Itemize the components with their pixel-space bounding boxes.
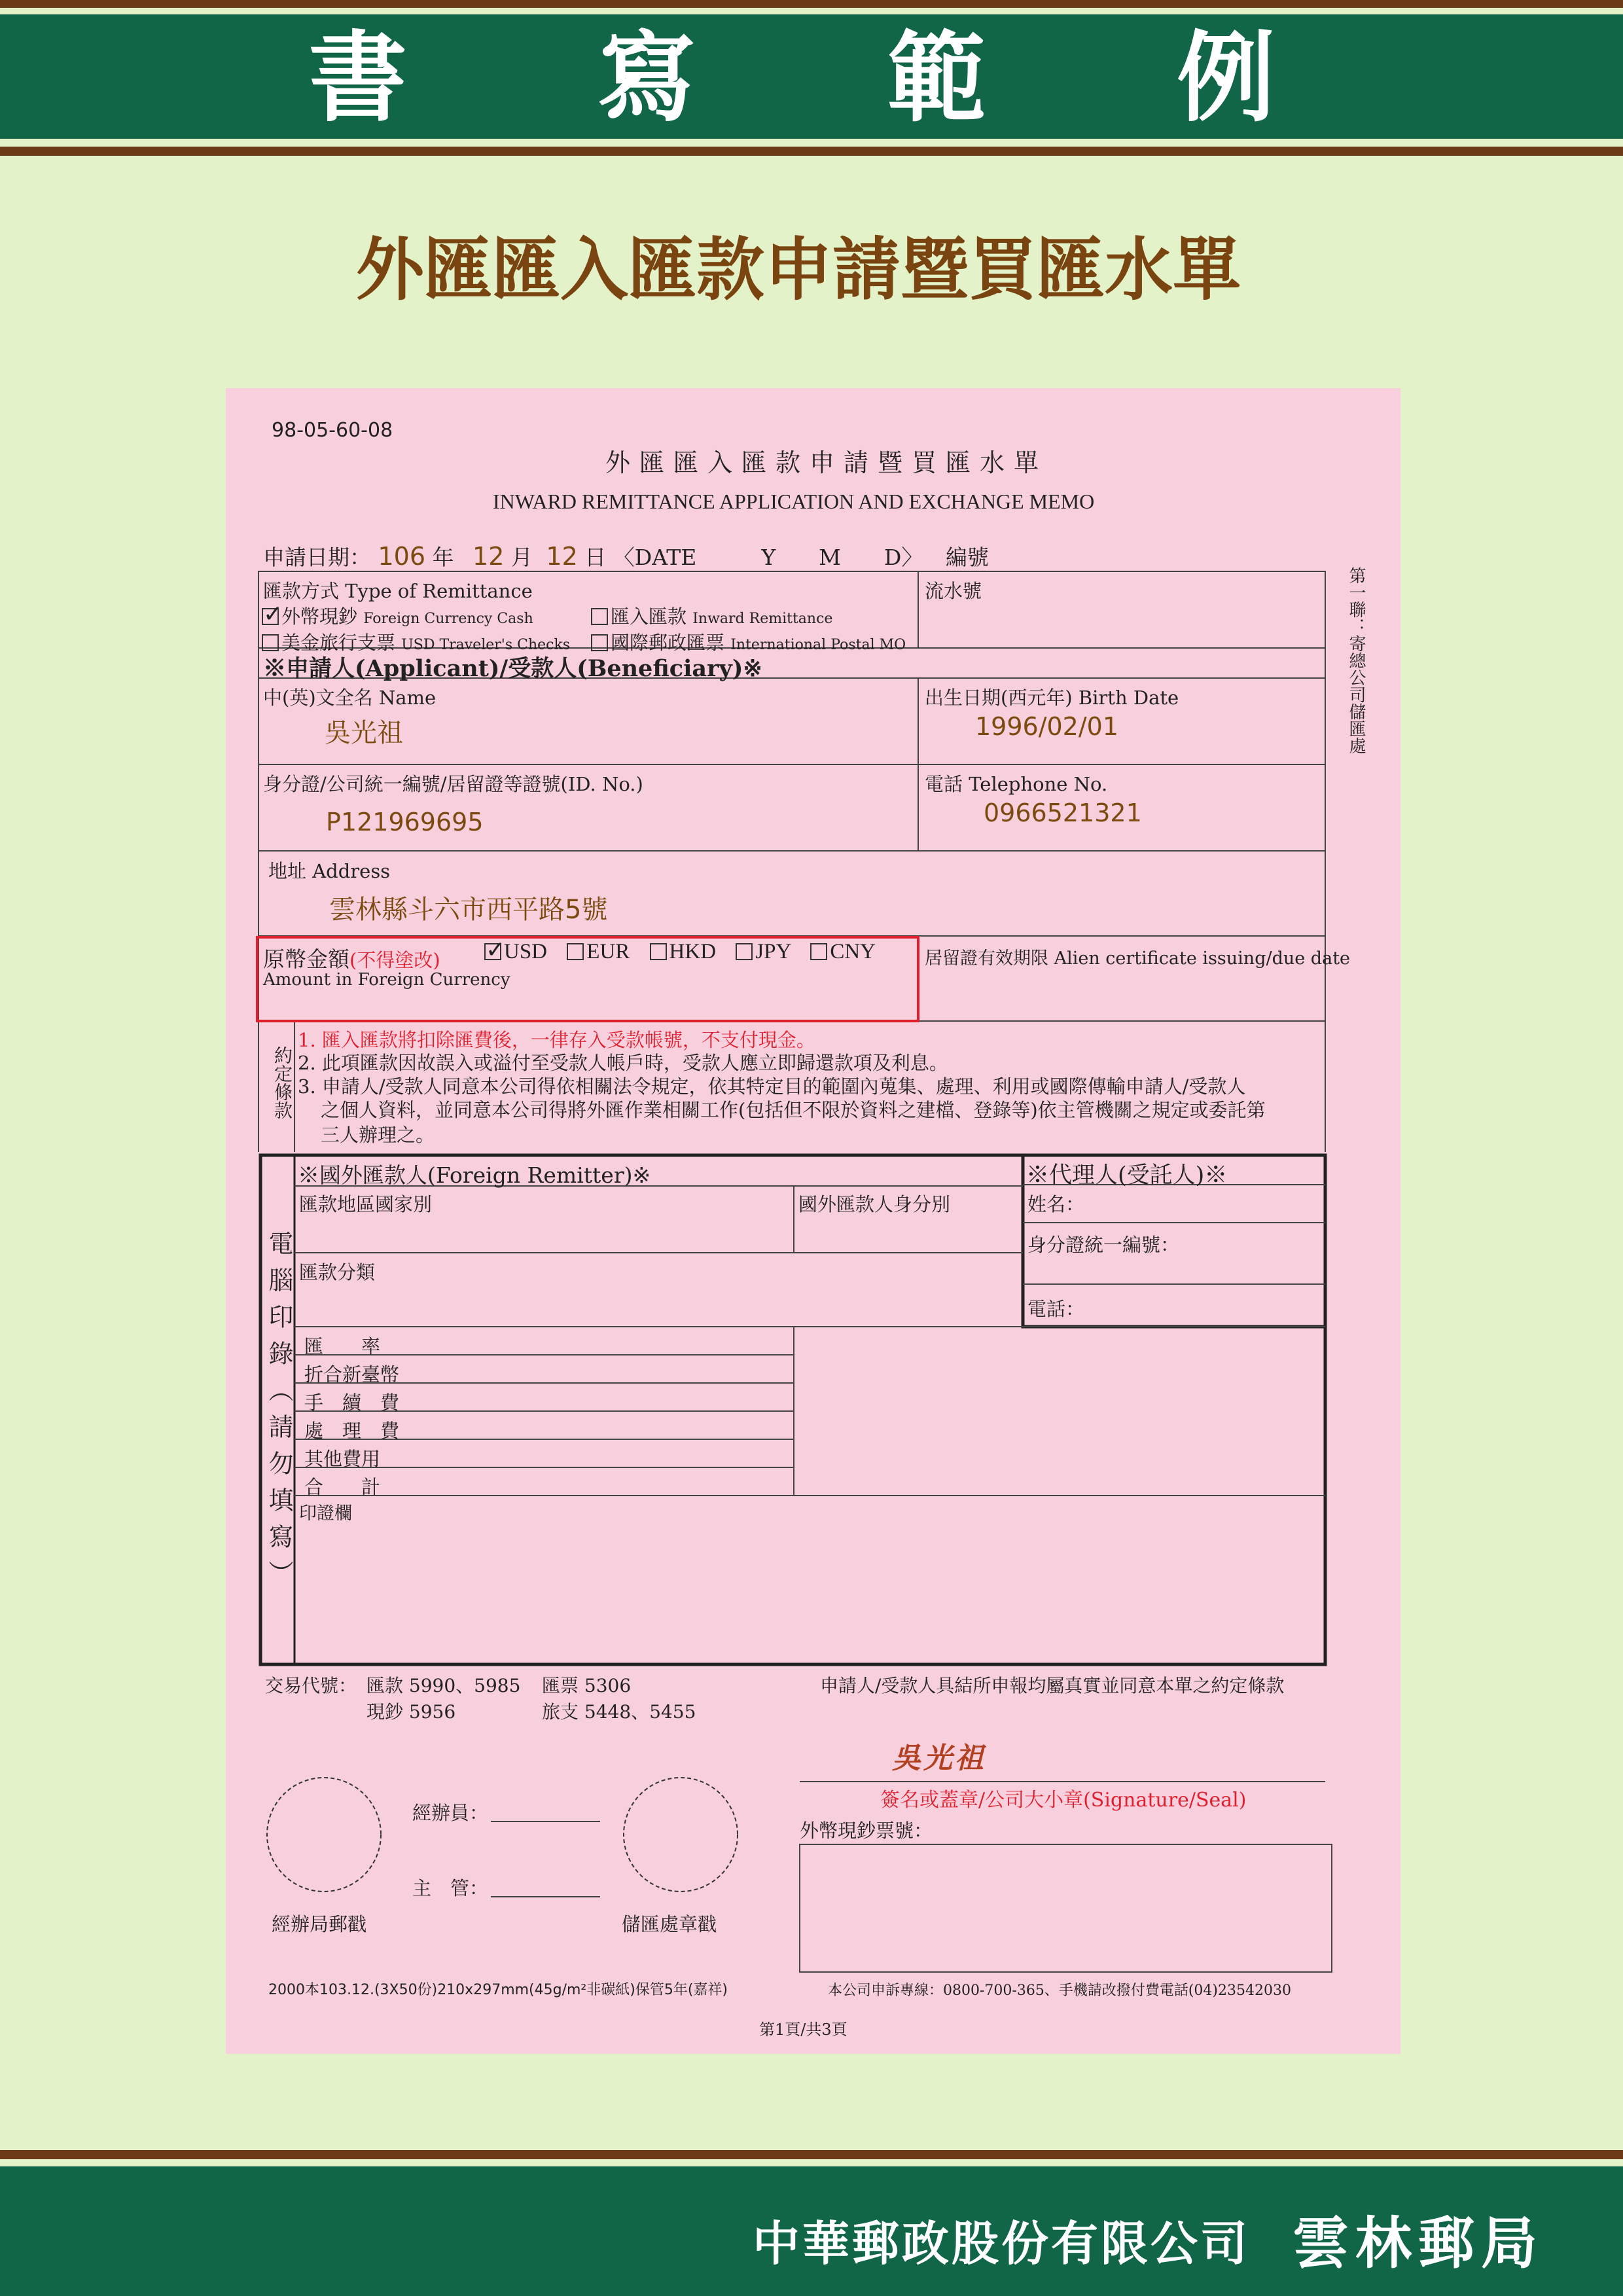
declaration: 申請人/受款人具結所申報均屬真實並同意本單之約定條款 <box>820 1675 1285 1696</box>
apply-year: 106 <box>378 542 426 571</box>
amount-en-label: Amount in Foreign Currency <box>263 970 510 990</box>
name-label: 中(英)文全名 Name <box>263 687 437 709</box>
country-label: 匯款地區國家別 <box>299 1193 433 1215</box>
signature-value[interactable]: 吳光祖 <box>892 1742 986 1775</box>
serial-label: 編號 <box>945 545 989 570</box>
amount-note: (不得塗改) <box>349 949 440 971</box>
terms-item-3-line-2: 之個人資料，並同意本公司得將外匯作業相關工作(包括但不限於資料之建檔、登錄等)依主管機關之規定或委託第 <box>321 1099 1266 1121</box>
banner-title: 書 寫 範 例 <box>308 20 1354 135</box>
currency-jpy[interactable]: JPY <box>736 940 791 963</box>
page-heading: 外匯匯入匯款申請暨買匯水單 <box>355 230 1241 310</box>
trans-code-1b: 匯票 5306 <box>542 1675 632 1696</box>
remit-type-label: 匯款方式 Type of Remittance <box>263 580 533 602</box>
remit-option-usd-tc[interactable]: 美金旅行支票 USD Traveler's Checks <box>262 628 570 655</box>
trans-code-2a: 現鈔 5956 <box>366 1701 456 1723</box>
trans-code-2b: 旅支 5448、5455 <box>542 1701 696 1723</box>
currency-hkd[interactable]: HKD <box>650 940 717 963</box>
bottom-rule-top <box>0 2150 1623 2159</box>
apply-day: 12 <box>546 542 578 571</box>
postmark-label: 經辦局郵戳 <box>272 1913 367 1935</box>
form-title-en: INWARD REMITTANCE APPLICATION AND EXCHANGE MEMO <box>493 490 1095 513</box>
address-value[interactable]: 雲林縣斗六市西平路5號 <box>329 895 608 925</box>
terms-item-3-line-3: 三人辦理之。 <box>321 1124 435 1146</box>
category-label: 匯款分類 <box>299 1261 376 1283</box>
flow-no-label: 流水號 <box>925 580 982 602</box>
footer-company: 中華郵政股份有限公司 <box>753 2215 1251 2271</box>
terms-item-1: 1. 匯入匯款將扣除匯費後，一律存入受款帳號，不支付現金。 <box>298 1029 815 1051</box>
name-value[interactable]: 吳光祖 <box>325 718 403 748</box>
page-number: 第1頁/共3頁 <box>759 2020 847 2039</box>
terms-item-3-line-1: 3. 申請人/受款人同意本公司得依相關法令規定，依其特定目的範圍內蒐集、處理、利用或國際傳輸申請人/受款人 <box>298 1075 1246 1098</box>
print-info: 2000本103.12.(3X50份)210x297mm(45g/m²非碳紙)保管5年(嘉祥) <box>268 1982 728 1998</box>
birth-label: 出生日期(西元年) Birth Date <box>925 687 1179 709</box>
bottom-banner <box>0 2166 1623 2296</box>
terms-side-label: 約定條款 <box>272 1046 293 1119</box>
agent-name-label: 姓名： <box>1027 1193 1085 1215</box>
amount-label: 原幣金額 <box>263 946 349 972</box>
id-label: 身分證/公司統一編號/居留證等證號(ID. No.) <box>263 773 643 795</box>
currency-eur[interactable]: EUR <box>567 940 630 963</box>
apply-year-unit: 年 <box>432 545 454 570</box>
foreign-remitter-header: ※國外匯款人(Foreign Remitter)※ <box>298 1162 651 1188</box>
supervisor-label: 主 管： <box>412 1877 489 1899</box>
remit-option-postal-mo[interactable]: 國際郵政匯票 International Postal MO <box>591 628 906 655</box>
copy-note: 第一聯：寄總公司儲匯處 <box>1346 567 1366 754</box>
trans-code-label: 交易代號： <box>265 1675 357 1696</box>
apply-date-en: 〈DATE Y M D〉 <box>613 545 923 570</box>
trans-code-1a: 匯款 5990、5985 <box>366 1675 521 1696</box>
apply-month: 12 <box>473 542 505 571</box>
apply-date-label: 申請日期： <box>263 545 371 570</box>
fee-row-processing: 處 理 費 <box>304 1420 400 1442</box>
cash-no-label: 外幣現鈔票號： <box>800 1820 933 1842</box>
apply-month-unit: 月 <box>510 545 533 570</box>
form-title-zh: 外匯匯入匯款申請暨買匯水單 <box>605 448 1048 477</box>
fee-row-rate: 匯 率 <box>304 1335 381 1357</box>
currency-usd[interactable]: ✓ USD <box>486 937 548 963</box>
applicant-header: ※申請人(Applicant)/受款人(Beneficiary)※ <box>263 655 762 682</box>
footer-office: 雲林郵局 <box>1293 2210 1544 2276</box>
hotline: 本公司申訴專線：0800-700-365、手機請改撥付費電話(04)23542030 <box>828 1982 1291 1999</box>
remit-option-inward[interactable]: 匯入匯款 Inward Remittance <box>591 602 832 629</box>
currency-options <box>484 937 876 964</box>
birth-value[interactable]: 1996/02/01 <box>975 712 1119 741</box>
agent-id-label: 身分證統一編號： <box>1027 1234 1180 1256</box>
remit-option-cash[interactable]: ✓ 外幣現鈔 Foreign Currency Cash <box>263 601 533 628</box>
apply-day-unit: 日 <box>584 545 607 570</box>
amount-label-row <box>263 942 440 973</box>
fee-row-handling: 手 續 費 <box>304 1391 400 1414</box>
address-label: 地址 Address <box>268 860 391 882</box>
fee-row-twd: 折合新臺幣 <box>304 1363 400 1386</box>
agent-phone-label: 電話： <box>1027 1298 1085 1320</box>
signature-label: 簽名或蓋章/公司大小章(Signature/Seal) <box>880 1789 1247 1812</box>
fee-row-total: 合 計 <box>304 1476 381 1498</box>
terms-item-2: 2. 此項匯款因故誤入或溢付至受款人帳戶時，受款人應立即歸還款項及利息。 <box>298 1052 948 1074</box>
form-code: 98-05-60-08 <box>272 419 393 442</box>
computer-side-label: 電腦印錄︵請勿填寫︶ <box>264 1230 293 1597</box>
id-value[interactable]: P121969695 <box>326 808 484 836</box>
identity-label: 國外匯款人身分別 <box>798 1193 951 1215</box>
stamp-area-label: 印證欄 <box>299 1503 352 1524</box>
fee-row-other: 其他費用 <box>304 1448 381 1470</box>
phone-label: 電話 Telephone No. <box>925 773 1108 795</box>
phone-value[interactable]: 0966521321 <box>984 798 1142 827</box>
agent-header: ※代理人(受託人)※ <box>1026 1162 1228 1189</box>
currency-cny[interactable]: CNY <box>810 940 876 963</box>
savings-stamp-label: 儲匯處章戳 <box>622 1913 717 1935</box>
handler-label: 經辦員： <box>412 1802 489 1824</box>
alien-cert-label: 居留證有效期限 Alien certificate issuing/due date <box>925 948 1351 969</box>
